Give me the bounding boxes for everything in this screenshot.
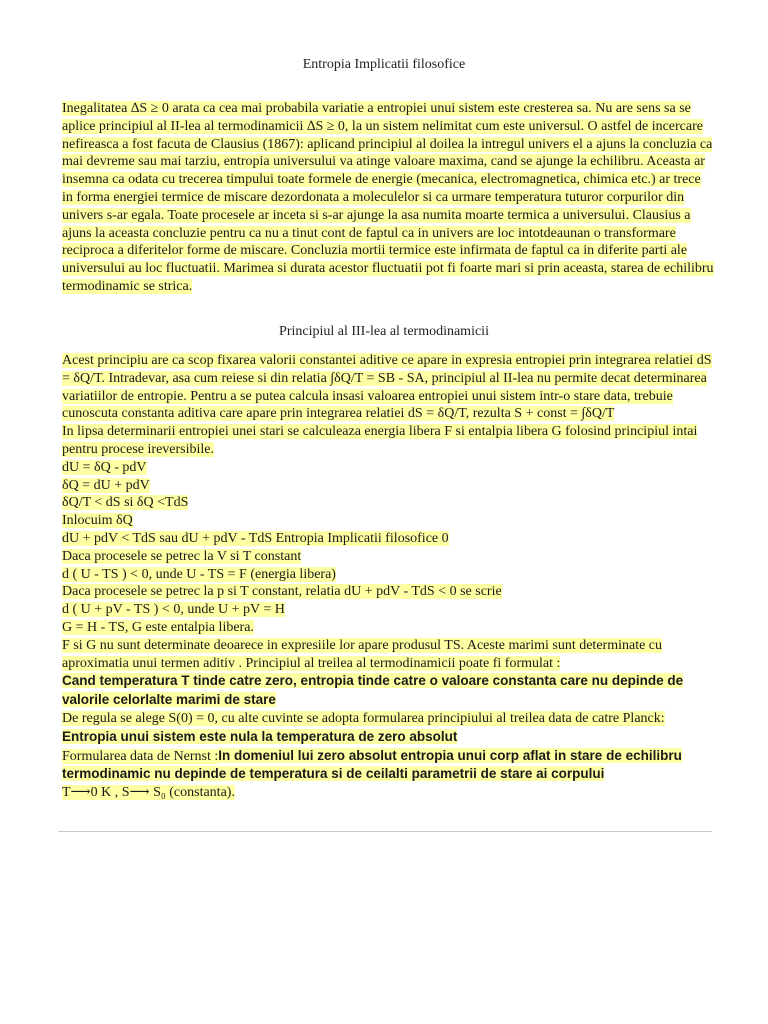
equation-line: d ( U + pV - TS ) < 0, unde U + pV = H [62, 602, 285, 618]
equation-line: Inlocuim δQ [62, 513, 133, 529]
third-law-content [62, 352, 714, 802]
paragraph-entropy-implications [62, 100, 714, 296]
bold-statement: Entropia unui sistem este nula la temperatura de zero absolut [62, 728, 458, 744]
paragraph-text: F si G nu sunt determinate deoarece in expresiile lor apare produsul TS. Aceste marimi sunt determinate cu aproximatia unui termen aditiv . Principiul al treilea al termodinamicii poate fi formulat : [62, 637, 663, 671]
paragraph-text: Acest principiu are ca scop fixarea valorii constantei aditive ce apare in expresia entropiei prin integrarea relatiei dS = δQ/T. Intradevar, asa cum reiese si din relatia ∫δQ/T = SB - SA, principiul al II-lea nu permite decat determinarea variatiilor de entropie. Pentru a se putea calcula insasi valoarea entropiei unui sistem intr-o stare data, trebuie cunoscuta constanta aditiva care apare prin integrarea relatiei dS = δQ/T, rezulta S + const = ∫δQ/T [62, 353, 712, 422]
nernst-label: Formularea data de Nernst : [62, 748, 219, 764]
equation-line: Daca procesele se petrec la V si T constant [62, 548, 302, 564]
paragraph-text: De regula se alege S(0) = 0, cu alte cuvinte se adopta formularea principiului al treilea data de catre Planck: [62, 710, 665, 726]
section-title-third-law: Principiul al III-lea al termodinamicii [279, 324, 489, 339]
paragraph-text: Inegalitatea ∆S ≥ 0 arata ca cea mai probabila variatie a entropiei unui sistem este cresterea sa. Nu are sens sa se aplice principiul al II-lea al termodinamicii ∆S ≥ 0, la un sistem nelimitat cum este universul. O astfel de incercare nefireasca a fost facuta de Clausius (1867): aplicand principiul al doilea la intregul univers el a ajuns la concluzia ca mai devreme sau mai tarziu, entropia universului va atinge valoare maxima, cand se ajunge la echilibru. Aceasta ar insemna ca odata cu trecerea timpului toate formele de energie (mecanica, electromagnetica, chimica etc.) ar trece in forma energiei termice de miscare dezordonata a moleculelor si ca urmare temperatura tuturor corpurilor din univers s-ar egala. Toate procesele ar inceta si s-ar ajunge la asa numita moarte termica a universului. Clausius a ajuns la aceasta concluzie pentru ca nu a tinut cont de faptul ca in univers are loc intotdeaunan o transformare reciproca a diferitelor forme de miscare. Concluzia mortii termice este infirmata de faptul ca in diferite parti ale universului au loc fluctuatii. Marimea si durata acestor fluctuatii pot fi foarte mari si prin aceasta, starea de echilibru termodinamic se strica. [62, 101, 714, 294]
equation-line: d ( U - TS ) < 0, unde U - TS = F (energia libera) [62, 566, 336, 582]
page-divider [58, 831, 712, 832]
bold-statement: Cand temperatura T tinde catre zero, entropia tinde catre o valoare constanta care nu depinde de valorile celorlalte marimi de stare [62, 673, 684, 708]
bold-statement: In domeniul lui zero absolut entropia unui corp aflat in stare de echilibru termodinamic nu depinde de temperatura si de ceilalti parametrii de stare ai corpului [62, 747, 682, 782]
equation-line: δQ = dU + pdV [62, 477, 150, 493]
equation-line: δQ/T < dS si δQ <TdS [62, 495, 189, 511]
page-title: Entropia Implicatii filosofice [302, 57, 466, 72]
paragraph-text: In lipsa determinarii entropiei unei stari se calculeaza energia libera F si entalpia libera G folosind principiul intai pentru procese ireversibile. [62, 424, 698, 457]
equation-line: G = H - TS, G este entalpia libera. [62, 619, 254, 635]
equation-line: dU = δQ - pdV [62, 459, 147, 475]
equation-line: T⟶0 K , S⟶ S₀ (constanta). [62, 785, 235, 801]
equation-line: dU + pdV < TdS sau dU + pdV - TdS Entropia Implicatii filosofice 0 [62, 530, 449, 546]
equation-line: Daca procesele se petrec la p si T constant, relatia dU + pdV - TdS < 0 se scrie [62, 584, 502, 600]
